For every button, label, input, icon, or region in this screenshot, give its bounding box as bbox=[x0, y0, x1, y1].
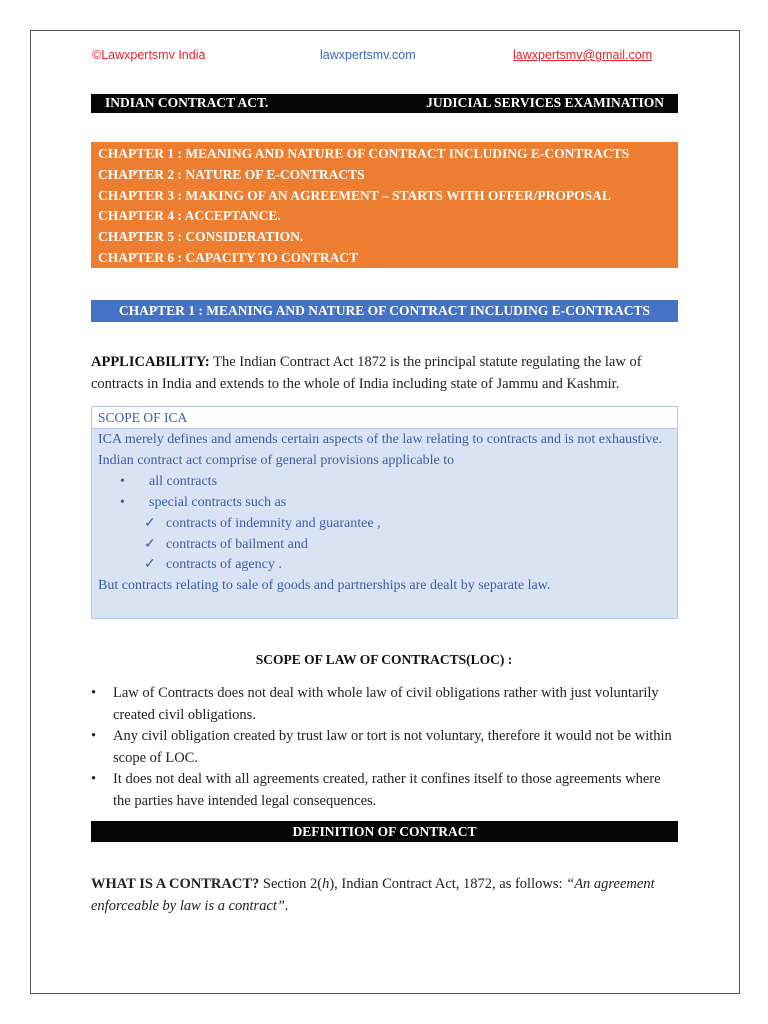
header-email-link[interactable]: lawxpertsmv@gmail.com bbox=[513, 48, 653, 62]
loc-list bbox=[91, 683, 681, 813]
scope-check-item: ✓ contracts of agency . bbox=[98, 555, 671, 576]
list-item: • Law of Contracts does not deal with whole law of civil obligations rather with just voluntarily created civil obligations. bbox=[91, 685, 659, 723]
scope-line: ICA merely defines and amends certain aspects of the law relating to contracts and is not exhaustive. bbox=[98, 432, 663, 447]
scope-bullet: • special contracts such as bbox=[98, 493, 671, 514]
bullet-icon: • bbox=[91, 728, 97, 745]
scope-check-item: ✓ contracts of bailment and bbox=[98, 535, 671, 556]
scope-check-item: ✓ contracts of indemnity and guarantee , bbox=[98, 514, 671, 535]
title-bar bbox=[91, 94, 678, 113]
title-right: JUDICIAL SERVICES EXAMINATION bbox=[426, 95, 664, 110]
chapter-item: CHAPTER 2 : NATURE OF E-CONTRACTS bbox=[98, 166, 365, 182]
scope-ica-box bbox=[91, 406, 678, 619]
header-copyright: ©Lawxpertsmv India bbox=[92, 48, 206, 62]
chapter-item: CHAPTER 6 : CAPACITY TO CONTRACT bbox=[98, 249, 359, 265]
bullet-icon: • bbox=[91, 685, 97, 701]
scope-ica-body bbox=[92, 429, 677, 597]
chapter-item: CHAPTER 1 : MEANING AND NATURE OF CONTRACT INCLUDING E-CONTRACTS bbox=[98, 146, 630, 161]
what-is-paragraph: WHAT IS A CONTRACT? Section 2(h), Indian Contract Act, 1872, as follows: “An agreement enforceable by law is a contract”. bbox=[91, 876, 655, 914]
loc-heading: SCOPE OF LAW OF CONTRACTS(LOC) : bbox=[255, 652, 513, 667]
scope-footer: But contracts relating to sale of goods and partnerships are dealt by separate law. bbox=[98, 578, 551, 594]
list-item: • Any civil obligation created by trust law or tort is not voluntary, therefore it would not be within scope of LOC. bbox=[91, 728, 672, 766]
chapter-heading: CHAPTER 1 : MEANING AND NATURE OF CONTRACT INCLUDING E-CONTRACTS bbox=[91, 300, 678, 322]
definition-heading: DEFINITION OF CONTRACT bbox=[91, 821, 678, 842]
bullet-icon: • bbox=[120, 473, 125, 489]
chapter-list bbox=[91, 142, 678, 268]
applicability-paragraph bbox=[91, 352, 691, 395]
applicability-text: The Indian Contract Act 1872 is the principal statute regulating the law of contracts in India and extends to the whole of India including state of Jammu and Kashmir. bbox=[91, 354, 642, 392]
scope-line: Indian contract act comprise of general provisions applicable to bbox=[98, 452, 455, 468]
chapter-item: CHAPTER 5 : CONSIDERATION. bbox=[98, 229, 304, 245]
scope-bullet: • all contracts bbox=[98, 472, 671, 493]
title-left: INDIAN CONTRACT ACT. bbox=[105, 95, 269, 110]
checkmark-icon: ✓ bbox=[144, 536, 156, 552]
list-item: • It does not deal with all agreements created, rather it confines itself to those agreements where the parties have intended legal consequences. bbox=[91, 771, 661, 809]
scope-ica-heading: SCOPE OF ICA bbox=[92, 407, 677, 429]
chapter-item: CHAPTER 3 : MAKING OF AN AGREEMENT – STARTS WITH OFFER/PROPOSAL bbox=[98, 187, 611, 203]
bullet-icon: • bbox=[120, 494, 125, 510]
contract-definition-quote: “An agreement enforceable by law is a contract”. bbox=[91, 876, 655, 914]
applicability-label: APPLICABILITY: bbox=[91, 354, 210, 370]
chapter-item: CHAPTER 4 : ACCEPTANCE. bbox=[98, 208, 281, 224]
checkmark-icon: ✓ bbox=[144, 515, 156, 531]
bullet-icon: • bbox=[91, 771, 97, 788]
what-is-label: WHAT IS A CONTRACT? bbox=[91, 876, 260, 892]
header-website-link[interactable]: lawxpertsmv.com bbox=[320, 48, 416, 62]
checkmark-icon: ✓ bbox=[144, 557, 156, 573]
